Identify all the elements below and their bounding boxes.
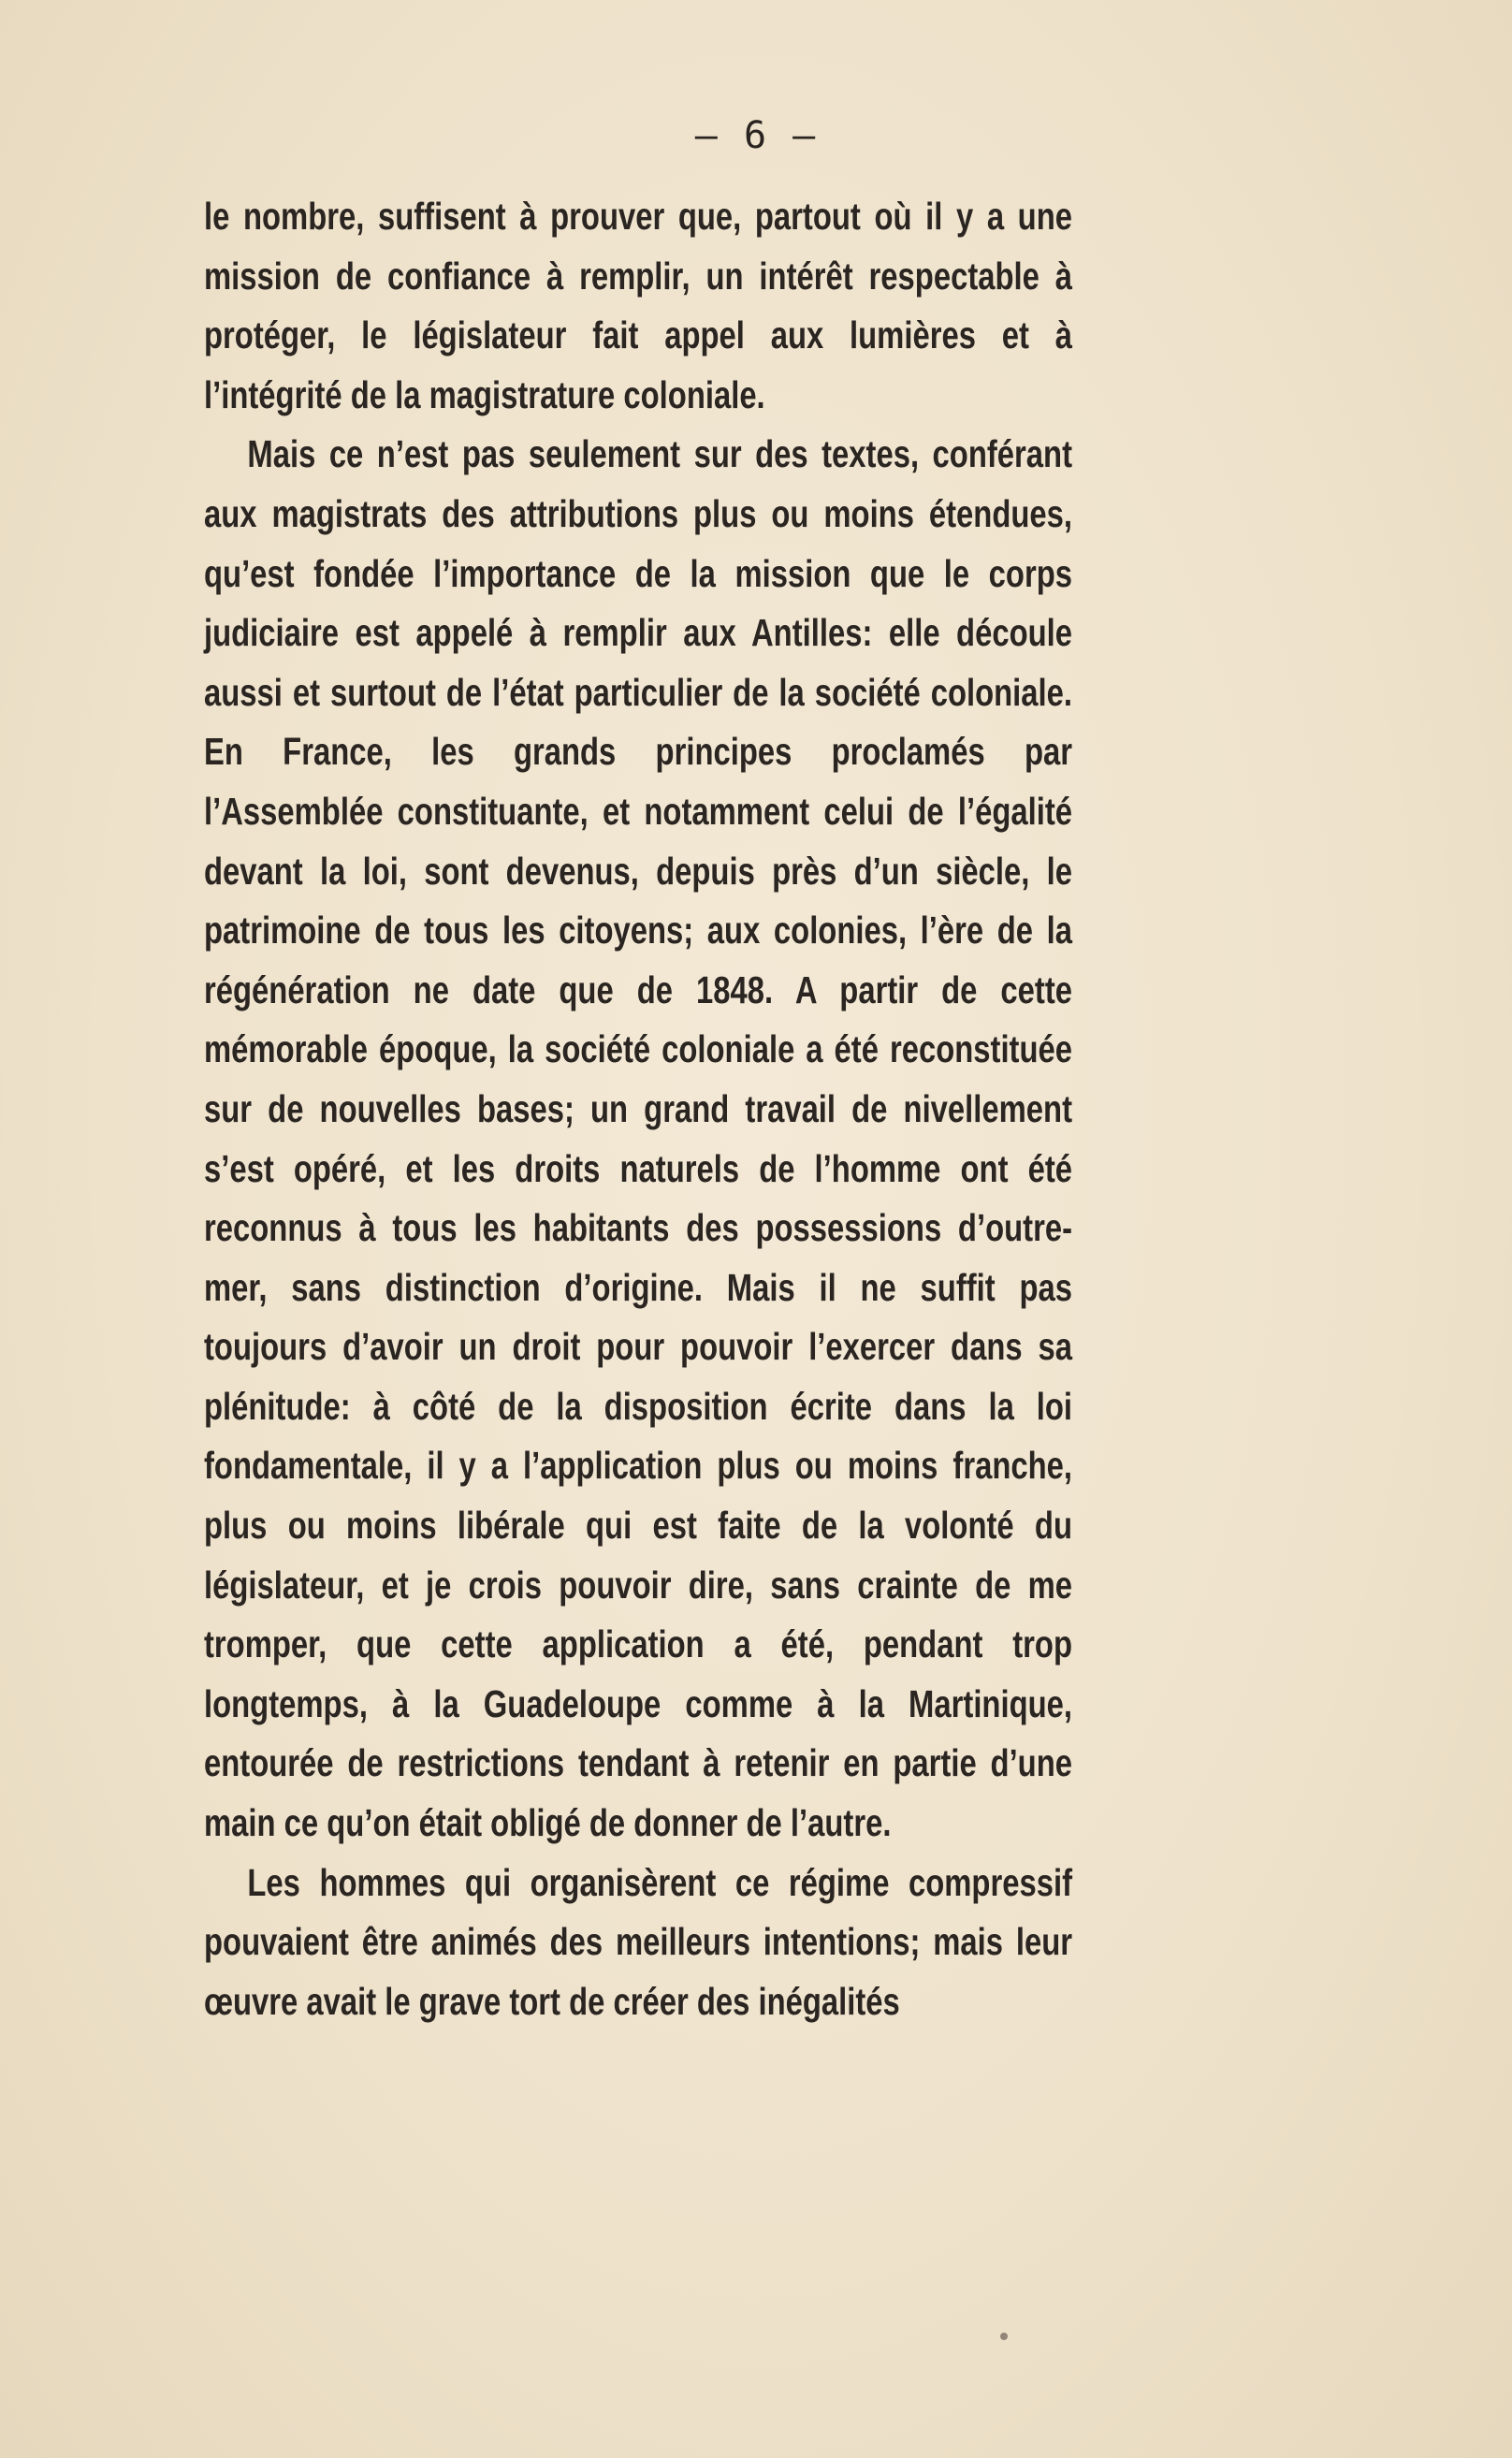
paragraph-3: Les hommes qui organisèrent ce régime compressif pouvaient être animés des meilleurs intentions; mais leur œuvre avait le grave tort de créer des inégalités (204, 1860, 1072, 2023)
paragraph-2: Mais ce n’est pas seulement sur des textes, conférant aux magistrats des attributions plus ou moins étendues, qu’est fondée l’importance de la mission que le corps judiciaire est appelé à remplir aux Antilles: elle découle aussi et surtout de l’état particulier de la société coloniale. En France, les grands principes proclamés par l’Assemblée constituante, et notamment celui de l’égalité devant la loi, sont devenus, depuis près d’un siècle, le patrimoine de tous les citoyens; aux colonies, l’ère de la régénération ne date que de 1848. A partir de cette mémorable époque, la société coloniale a été reconstituée sur de nouvelles bases; un grand travail de nivellement s’est opéré, et les droits naturels de l’homme ont été reconnus à tous les habitants des possessions d’outre-mer, sans distinction d’origine. Mais il ne suffit pas toujours d’avoir un droit pour pouvoir l’exercer dans sa plénitude: à côté de la disposition écrite dans la loi fondamentale, il y a l’application plus ou moins franche, plus ou moins libérale qui est faite de la volonté du législateur, et je crois pouvoir dire, sans crainte de me tromper, que cette application a été, pendant trop longtemps, à la Guadeloupe comme à la Martinique, entourée de restrictions tendant à retenir en partie d’une main ce qu’on était obligé de donner de l’autre. (204, 432, 1072, 1845)
paragraph-1: le nombre, suffisent à prouver que, partout où il y a une mission de confiance à remplir, un intérêt respectable à protéger, le législateur fait appel aux lumières et à l’intégrité de la magistrature coloniale. (204, 195, 1072, 416)
paper-speck (1000, 2333, 1008, 2340)
page-number: — 6 — (694, 114, 818, 157)
body-text (204, 187, 1072, 2031)
